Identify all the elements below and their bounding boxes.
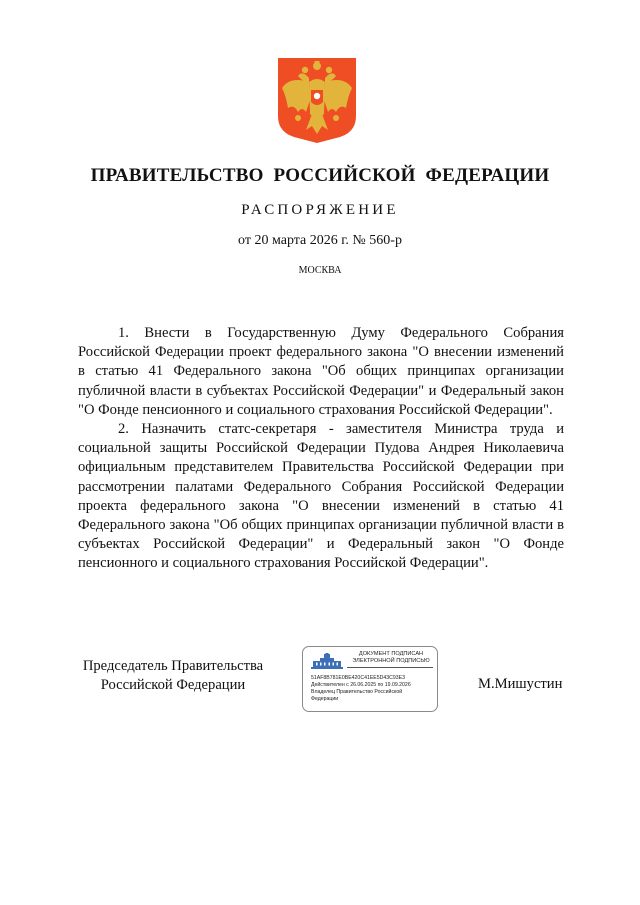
- document-body: [78, 324, 564, 574]
- stamp-header: [347, 651, 435, 665]
- stamp-header-line1: ДОКУМЕНТ ПОДПИСАН: [358, 651, 424, 657]
- government-title: ПРАВИТЕЛЬСТВО РОССИЙСКОЙ ФЕДЕРАЦИИ: [90, 165, 550, 186]
- stamp-owner-line2: Федерации: [311, 696, 339, 702]
- stamp-certificate: 51AF8B781E0BE420C41EE5D43C93E3: [311, 675, 406, 681]
- stamp-validity: Действителен с 26.06.2025 по 19.09.2026: [311, 682, 411, 688]
- paragraph-2: 2. Назначить статс-секретаря - заместителя Министра труда и социальной защиты Российской Федерации Пудова Андрея Николаевича официальным представителем Правительства Российской Федерации при рассмотрении палатами Федерального Собрания Российской Федерации проекта федерального закона "О внесении изменений в статью 41 Федерального закона "Об общих принципах организации публичной власти в субъектах Российской Федерации" и Федеральный закон "О Фонде пенсионного и социального страхования Российской Федерации".: [78, 421, 564, 572]
- signatory-position-line1: Председатель Правительства: [82, 658, 264, 674]
- signatory-position: [78, 657, 268, 695]
- stamp-divider: [347, 667, 433, 668]
- government-building-icon: [311, 653, 343, 669]
- stamp-owner-line1: Владелец Правительство Российской: [311, 689, 403, 695]
- signatory-position-line2: Российской Федерации: [100, 677, 246, 693]
- coat-of-arms-icon: [276, 56, 358, 144]
- document-date-number: от 20 марта 2026 г. № 560-р: [238, 233, 402, 248]
- signatory-name: М.Мишустин: [478, 676, 563, 692]
- document-city: МОСКВА: [298, 265, 342, 276]
- document-type: РАСПОРЯЖЕНИЕ: [241, 202, 399, 218]
- electronic-signature-stamp: [302, 646, 438, 712]
- paragraph-1: 1. Внести в Государственную Думу Федерального Собрания Российской Федерации проект федерального закона "О внесении изменений в статью 41 Федерального закона "Об общих принципах организации публичной власти в субъектах Российской Федерации" и Федеральный закон "О Фонде пенсионного и социального страхования Российской Федерации".: [78, 325, 564, 418]
- stamp-header-line2: ЭЛЕКТРОННОЙ ПОДПИСЬЮ: [352, 658, 430, 664]
- stamp-details: [311, 675, 435, 703]
